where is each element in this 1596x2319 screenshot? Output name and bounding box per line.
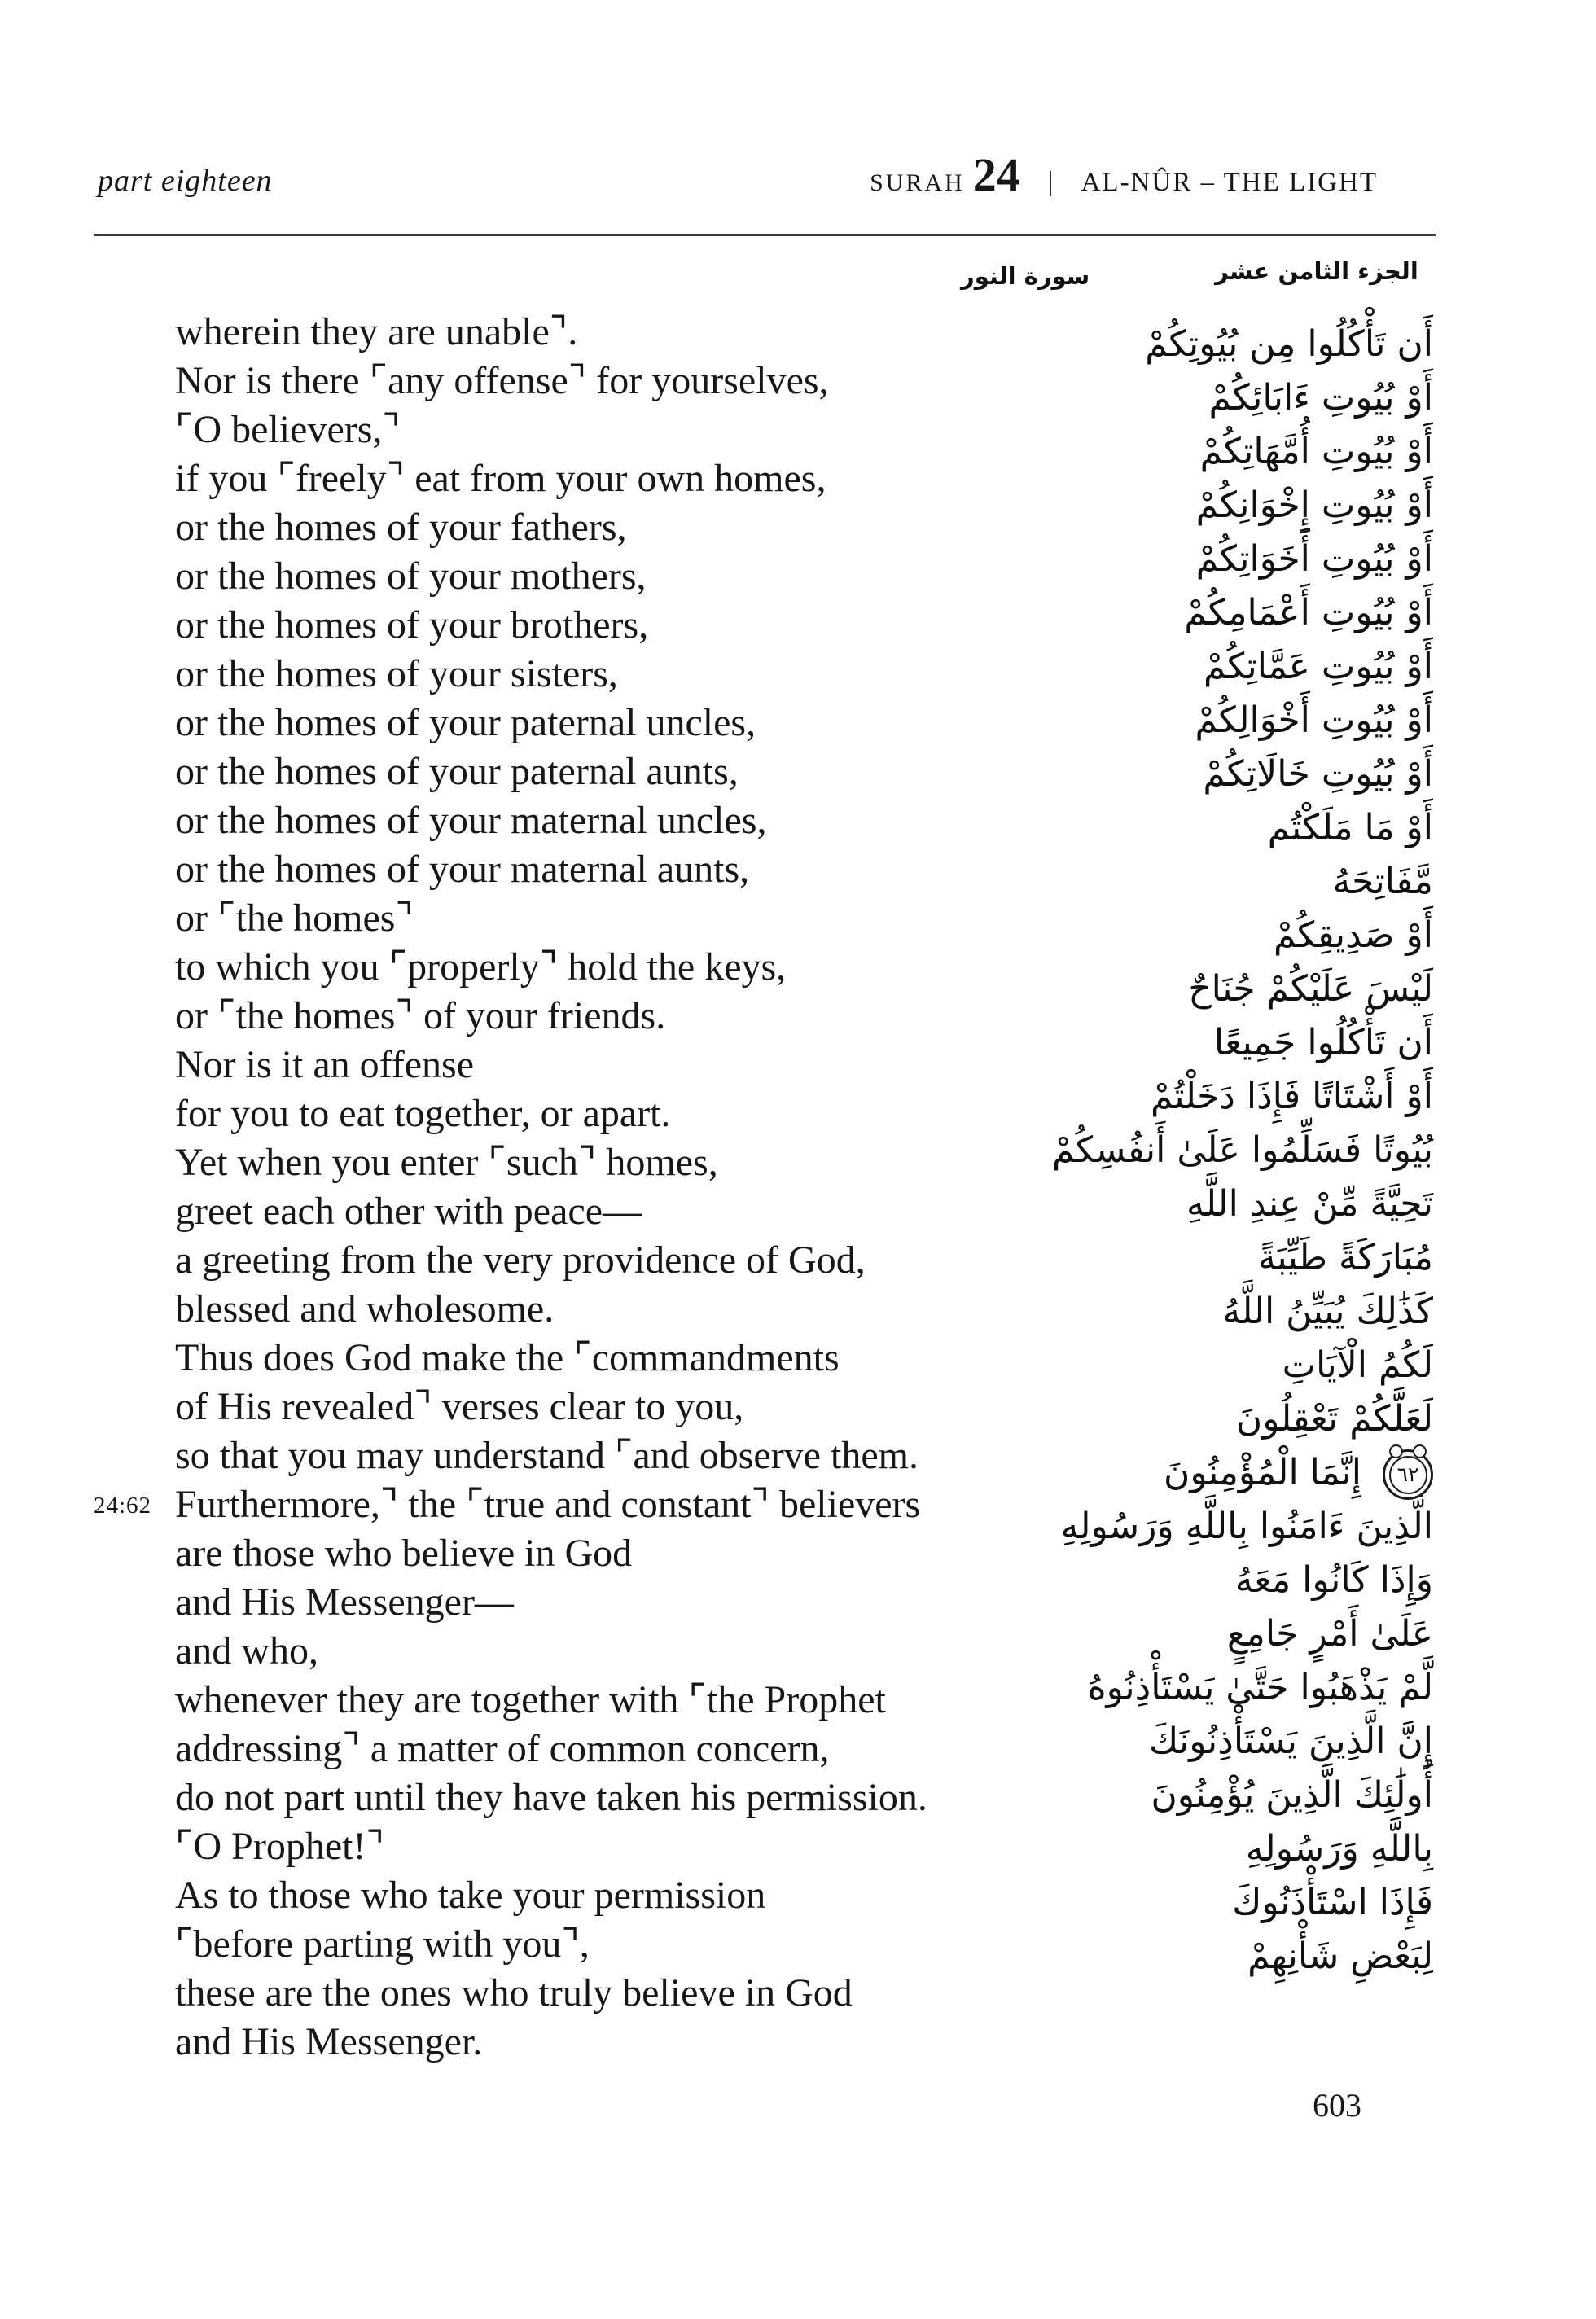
quran-arabic-text: أَوْ مَا مَلَكْتُم — [1267, 807, 1433, 848]
arabic-line — [1052, 1554, 1433, 1607]
translation-text: for you to eat together, or apart. — [175, 1092, 671, 1135]
english-line — [175, 405, 927, 454]
english-line — [175, 1138, 927, 1187]
arabic-line — [1052, 1607, 1433, 1661]
arabic-line — [1052, 1715, 1433, 1769]
surah-name: AL-NÛR – THE LIGHT — [1081, 168, 1378, 197]
quran-arabic-text: كَذَٰلِكَ يُبَيِّنُ اللَّهُ — [1222, 1291, 1433, 1332]
english-line — [175, 1236, 927, 1285]
quran-arabic-text: أَن تَأْكُلُوا مِن بُيُوتِكُمْ — [1145, 323, 1433, 365]
english-line — [175, 1529, 927, 1578]
header-separator: | — [1047, 167, 1054, 197]
translation-text: ⌜before parting with you⌝, — [175, 1922, 590, 1966]
translation-text: if you ⌜freely⌝ eat from your own homes, — [175, 457, 826, 500]
arabic-line — [1052, 909, 1433, 962]
translation-text: to which you ⌜properly⌝ hold the keys, — [175, 945, 787, 989]
quran-arabic-text: أَوْ بُيُوتِ أَخَوَاتِكُمْ — [1195, 538, 1433, 580]
quran-arabic-text: إِنَّمَا الْمُؤْمِنُونَ — [1164, 1452, 1361, 1493]
translation-text: addressing⌝ a matter of common concern, — [175, 1727, 830, 1770]
translation-text: or the homes of your fathers, — [175, 506, 627, 549]
english-line — [175, 1383, 927, 1431]
translation-text: or the homes of your paternal uncles, — [175, 701, 756, 744]
translation-text: or the homes of your maternal uncles, — [175, 799, 767, 842]
surah-calligraphy: سورة النور — [961, 262, 1090, 290]
quran-arabic-text: أَوْ صَدِيقِكُمْ — [1273, 914, 1433, 956]
arabic-line — [1052, 694, 1433, 747]
quran-arabic-text: أَوْ أَشْتَاتًا فَإِذَا دَخَلْتُمْ — [1150, 1076, 1433, 1117]
translation-text: or the homes of your paternal aunts, — [175, 750, 739, 793]
arabic-line — [1052, 318, 1433, 371]
quran-arabic-text: لَيْسَ عَلَيْكُمْ جُنَاحٌ — [1188, 968, 1433, 1010]
translation-text: whenever they are together with ⌜the Prophet — [175, 1678, 886, 1721]
english-line — [175, 503, 927, 552]
arabic-line — [1052, 1070, 1433, 1124]
translation-text: Nor is it an offense — [175, 1043, 475, 1086]
translation-text: of His revealed⌝ verses clear to you, — [175, 1385, 744, 1428]
quran-arabic-text: تَحِيَّةً مِّنْ عِندِ اللَّهِ — [1186, 1183, 1433, 1225]
translation-text: and His Messenger— — [175, 1580, 514, 1624]
english-line — [175, 1871, 927, 1920]
verse-reference: 24:62 — [94, 1493, 152, 1519]
translation-text: blessed and wholesome. — [175, 1287, 555, 1330]
translation-text: are those who believe in God — [175, 1532, 633, 1575]
english-line — [175, 1969, 927, 2018]
english-translation-column — [94, 308, 927, 2067]
arabic-line — [1052, 747, 1433, 801]
english-line — [175, 2018, 927, 2067]
translation-text: Yet when you enter ⌜such⌝ homes, — [175, 1141, 718, 1184]
surah-number: 24 — [972, 148, 1020, 201]
quran-arabic-text: أَوْ بُيُوتِ أَخْوَالِكُمْ — [1195, 699, 1433, 741]
quran-arabic-text: لَعَلَّكُمْ تَعْقِلُونَ — [1235, 1398, 1433, 1440]
english-line — [175, 357, 927, 405]
english-line — [175, 747, 927, 796]
arabic-text-column — [1052, 318, 1433, 1984]
translation-text: or ⌜the homes⌝ — [175, 896, 414, 940]
quran-arabic-text: مَّفَاتِحَهُ — [1332, 861, 1433, 902]
arabic-line — [1052, 1392, 1433, 1446]
header-rule — [94, 234, 1436, 236]
quran-arabic-text: أَوْ بُيُوتِ عَمَّاتِكُمْ — [1203, 646, 1433, 687]
english-line — [175, 1041, 927, 1089]
english-line — [175, 308, 927, 357]
quran-arabic-text: وَإِذَا كَانُوا مَعَهُ — [1234, 1559, 1433, 1601]
translation-text: or ⌜the homes⌝ of your friends. — [175, 994, 666, 1037]
quran-arabic-text: أُولَٰئِكَ الَّذِينَ يُؤْمِنُونَ — [1151, 1774, 1433, 1816]
english-line — [175, 1920, 927, 1969]
quran-arabic-text: مُبَارَكَةً طَيِّبَةً — [1257, 1237, 1433, 1278]
translation-text: a greeting from the very providence of God, — [175, 1238, 866, 1282]
arabic-line — [1052, 1339, 1433, 1392]
translation-text: As to those who take your permission — [175, 1874, 766, 1917]
english-line — [175, 943, 927, 992]
translation-text: ⌜O Prophet!⌝ — [175, 1825, 384, 1868]
arabic-line — [1052, 1769, 1433, 1822]
translation-text: and His Messenger. — [175, 2020, 483, 2063]
arabic-line — [1052, 640, 1433, 694]
english-line — [175, 1725, 927, 1773]
arabic-line — [1052, 1876, 1433, 1930]
english-line — [94, 1480, 927, 1529]
english-line — [175, 1578, 927, 1627]
english-line — [175, 992, 927, 1041]
english-line — [175, 552, 927, 601]
arabic-line — [1052, 1930, 1433, 1984]
translation-text: or the homes of your brothers, — [175, 603, 649, 647]
surah-word: SURAH — [870, 169, 965, 196]
english-line — [175, 1089, 927, 1138]
part-label: part eighteen — [98, 164, 273, 198]
english-line — [175, 1773, 927, 1822]
translation-text: these are the ones who truly believe in God — [175, 1971, 853, 2014]
translation-text: so that you may understand ⌜and observe them. — [175, 1434, 919, 1477]
arabic-line — [1052, 425, 1433, 479]
quran-arabic-text: بُيُوتًا فَسَلِّمُوا عَلَىٰ أَنفُسِكُمْ — [1051, 1129, 1433, 1171]
quran-arabic-text: أَوْ بُيُوتِ ءَابَائِكُمْ — [1208, 377, 1433, 419]
english-line — [175, 796, 927, 845]
juz-calligraphy: الجزء الثامن عشر — [1215, 257, 1418, 285]
quran-arabic-text: فَإِذَا اسْتَأْذَنُوكَ — [1232, 1882, 1433, 1923]
quran-arabic-text: أَوْ بُيُوتِ أَعْمَامِكُمْ — [1184, 592, 1433, 633]
page-header — [98, 148, 1378, 201]
english-line — [175, 894, 927, 943]
page-number: 603 — [1313, 2087, 1361, 2124]
translation-text: greet each other with peace— — [175, 1190, 642, 1233]
translation-text: ⌜O believers,⌝ — [175, 408, 401, 451]
translation-text: and who, — [175, 1629, 318, 1672]
quran-arabic-text: لَّمْ يَذْهَبُوا حَتَّىٰ يَسْتَأْذِنُوهُ — [1087, 1667, 1433, 1708]
verse-end-rosette — [1383, 1449, 1433, 1500]
english-line — [175, 1285, 927, 1334]
quran-arabic-text: الَّذِينَ ءَامَنُوا بِاللَّهِ وَرَسُولِهِ — [1060, 1506, 1433, 1547]
english-line — [175, 1187, 927, 1236]
translation-text: wherein they are unable⌝. — [175, 310, 578, 353]
translation-text: or the homes of your sisters, — [175, 652, 618, 695]
translation-text: or the homes of your mothers, — [175, 555, 647, 598]
english-line — [175, 845, 927, 894]
english-line — [175, 1822, 927, 1871]
english-line — [175, 454, 927, 503]
english-line — [175, 699, 927, 747]
arabic-line — [1052, 371, 1433, 425]
arabic-line — [1052, 1822, 1433, 1876]
translation-text: Thus does God make the ⌜commandments — [175, 1336, 840, 1379]
english-line — [175, 1627, 927, 1676]
arabic-line — [1052, 962, 1433, 1016]
quran-arabic-text: أَن تَأْكُلُوا جَمِيعًا — [1213, 1022, 1433, 1063]
arabic-line — [1052, 1661, 1433, 1715]
english-line — [175, 1676, 927, 1725]
quran-arabic-text: بِاللَّهِ وَرَسُولِهِ — [1245, 1828, 1433, 1870]
arabic-line — [1052, 1500, 1433, 1554]
arabic-line — [1052, 1446, 1433, 1500]
quran-arabic-text: لِبَعْضِ شَأْنِهِمْ — [1247, 1935, 1433, 1977]
arabic-line — [1052, 586, 1433, 640]
quran-arabic-text: أَوْ بُيُوتِ أُمَّهَاتِكُمْ — [1199, 431, 1433, 472]
surah-title — [870, 148, 1378, 201]
quran-arabic-text: إِنَّ الَّذِينَ يَسْتَأْذِنُونَكَ — [1148, 1721, 1433, 1762]
arabic-line — [1052, 855, 1433, 909]
english-line — [175, 1431, 927, 1480]
english-line — [175, 1334, 927, 1383]
quran-arabic-text: أَوْ بُيُوتِ خَالَاتِكُمْ — [1203, 753, 1433, 795]
english-line — [175, 601, 927, 650]
arabic-line — [1052, 1231, 1433, 1285]
arabic-line — [1052, 1124, 1433, 1177]
quran-arabic-text: لَكُمُ الْآيَاتِ — [1282, 1344, 1433, 1386]
english-line — [175, 650, 927, 699]
quran-arabic-text: أَوْ بُيُوتِ إِخْوَانِكُمْ — [1195, 484, 1433, 526]
arabic-line — [1052, 479, 1433, 533]
translation-text: do not part until they have taken his permission. — [175, 1776, 927, 1819]
arabic-line — [1052, 1177, 1433, 1231]
translation-text: Furthermore,⌝ the ⌜true and constant⌝ believers — [175, 1483, 921, 1526]
arabic-line — [1052, 1016, 1433, 1070]
arabic-line — [1052, 533, 1433, 586]
arabic-line — [1052, 801, 1433, 855]
quran-arabic-text: عَلَىٰ أَمْرٍ جَامِعٍ — [1226, 1613, 1433, 1655]
arabic-line — [1052, 1285, 1433, 1339]
translation-text: or the homes of your maternal aunts, — [175, 848, 750, 891]
translation-text: Nor is there ⌜any offense⌝ for yourselves, — [175, 359, 829, 402]
verse-end-number: ٦٢ — [1389, 1456, 1427, 1494]
